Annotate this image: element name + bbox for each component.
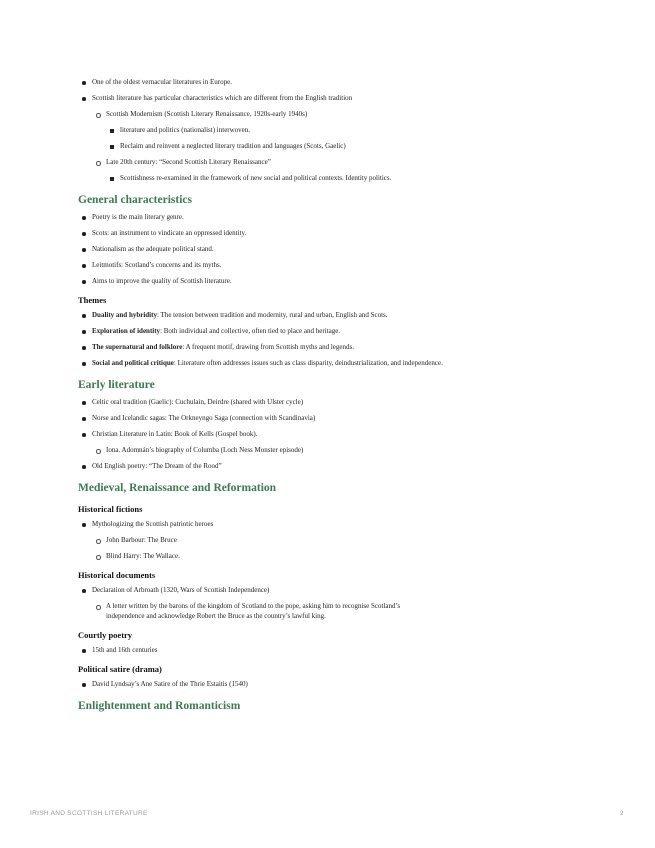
list-item: Scots: an instrument to vindicate an oppressed identity. bbox=[78, 228, 598, 238]
footer-title: IRISH AND SCOTTISH LITERATURE bbox=[30, 810, 148, 817]
subheading-themes: Themes bbox=[78, 295, 107, 305]
circle-bullet-icon bbox=[96, 161, 101, 166]
general-list bbox=[78, 212, 598, 286]
early-list bbox=[78, 397, 598, 471]
list-item: Declaration of Arbroath (1320, Wars of Scottish Independence) bbox=[78, 585, 598, 595]
list-item: One of the oldest vernacular literatures in Europe. bbox=[78, 77, 598, 87]
list-item: Exploration of identity: Both individual and collective, often tied to place and heritage. bbox=[78, 326, 598, 336]
section-heading-general: General characteristics bbox=[78, 194, 192, 206]
subheading-documents: Historical documents bbox=[78, 570, 156, 580]
circle-bullet-icon bbox=[96, 605, 101, 610]
page-number: 2 bbox=[620, 810, 624, 817]
list-item: Scottish literature has particular characteristics which are different from the English tradition bbox=[78, 93, 598, 103]
bullet-icon bbox=[82, 433, 86, 437]
list-item: Christian Literature in Latin: Book of Kells (Gospel book). bbox=[78, 429, 598, 439]
list-item: Aims to improve the quality of Scottish literature. bbox=[78, 276, 598, 286]
square-bullet-icon bbox=[110, 145, 114, 149]
bullet-icon bbox=[82, 465, 86, 469]
list-item: David Lyndsay’s Ane Satire of the Thrie Estaitis (1540) bbox=[78, 679, 598, 689]
subheading-courtly: Courtly poetry bbox=[78, 630, 133, 640]
square-bullet-icon bbox=[110, 129, 114, 133]
section-heading-enlightenment: Enlightenment and Romanticism bbox=[78, 700, 241, 712]
section-heading-early: Early literature bbox=[78, 379, 155, 391]
bullet-icon bbox=[82, 523, 86, 527]
bullet-icon bbox=[82, 683, 86, 687]
subheading-satire: Political satire (drama) bbox=[78, 664, 162, 674]
bullet-icon bbox=[82, 362, 86, 366]
list-item: Iona. Adomnán’s biography of Columba (Loch Ness Monster episode) bbox=[78, 445, 598, 455]
page-content bbox=[78, 74, 598, 718]
list-item: Norse and Icelandic sagas: The Orkneyngo Saga (connection with Scandinavia) bbox=[78, 413, 598, 423]
list-item: Scottish Modernism (Scottish Literary Renaissance, 1920s-early 1940s) bbox=[78, 109, 598, 119]
list-item: Social and political critique: Literature often addresses issues such as class disparity, deindustrialization, and independence. bbox=[78, 358, 598, 368]
fictions-list bbox=[78, 519, 598, 561]
list-item: Scottishness re-examined in the framework of new social and political contexts. Identity politics. bbox=[78, 173, 420, 183]
bullet-icon bbox=[82, 589, 86, 593]
list-item: Blind Harry: The Wallace. bbox=[78, 551, 598, 561]
list-item: Celtic oral tradition (Gaelic): Cuchulain, Deirdre (shared with Ulster cycle) bbox=[78, 397, 598, 407]
bullet-icon bbox=[82, 417, 86, 421]
subheading-fictions: Historical fictions bbox=[78, 504, 143, 514]
bullet-icon bbox=[82, 649, 86, 653]
bullet-icon bbox=[82, 401, 86, 405]
bullet-icon bbox=[82, 248, 86, 252]
bullet-icon bbox=[82, 81, 86, 85]
bullet-icon bbox=[82, 264, 86, 268]
themes-list bbox=[78, 310, 598, 368]
bullet-icon bbox=[82, 216, 86, 220]
list-item: Nationalism as the adequate political stand. bbox=[78, 244, 598, 254]
list-item: Old English poetry: “The Dream of the Rood” bbox=[78, 461, 598, 471]
list-item: Duality and hybridity: The tension between tradition and modernity, rural and urban, English and Scots. bbox=[78, 310, 598, 320]
circle-bullet-icon bbox=[96, 539, 101, 544]
courtly-list bbox=[78, 645, 598, 655]
bullet-icon bbox=[82, 280, 86, 284]
bullet-icon bbox=[82, 346, 86, 350]
list-item: 15th and 16th centuries bbox=[78, 645, 598, 655]
list-item: A letter written by the barons of the kingdom of Scotland to the pope, asking him to recognise Scotland’s independence and acknowledge Robert the Bruce as the country’s lawful king. bbox=[78, 601, 416, 621]
documents-list bbox=[78, 585, 598, 621]
bullet-icon bbox=[82, 330, 86, 334]
square-bullet-icon bbox=[110, 177, 114, 181]
list-item: Late 20th century: “Second Scottish Literary Renaissance” bbox=[78, 157, 598, 167]
list-item: literature and politics (nationalist) interwoven. bbox=[78, 125, 598, 135]
bullet-icon bbox=[82, 314, 86, 318]
circle-bullet-icon bbox=[96, 113, 101, 118]
section-heading-medieval: Medieval, Renaissance and Reformation bbox=[78, 482, 277, 494]
list-item: Reclaim and reinvent a neglected literary tradition and languages (Scots, Gaelic) bbox=[78, 141, 598, 151]
list-item: Mythologizing the Scottish patriotic heroes bbox=[78, 519, 598, 529]
bullet-icon bbox=[82, 232, 86, 236]
intro-list bbox=[78, 77, 598, 183]
list-item: John Barbour: The Bruce bbox=[78, 535, 598, 545]
list-item: Poetry is the main literary genre. bbox=[78, 212, 598, 222]
circle-bullet-icon bbox=[96, 555, 101, 560]
satire-list bbox=[78, 679, 598, 689]
list-item: The supernatural and folklore: A frequent motif, drawing from Scottish myths and legends. bbox=[78, 342, 598, 352]
circle-bullet-icon bbox=[96, 449, 101, 454]
list-item: Leitmotifs: Scotland’s concerns and its myths. bbox=[78, 260, 598, 270]
bullet-icon bbox=[82, 97, 86, 101]
